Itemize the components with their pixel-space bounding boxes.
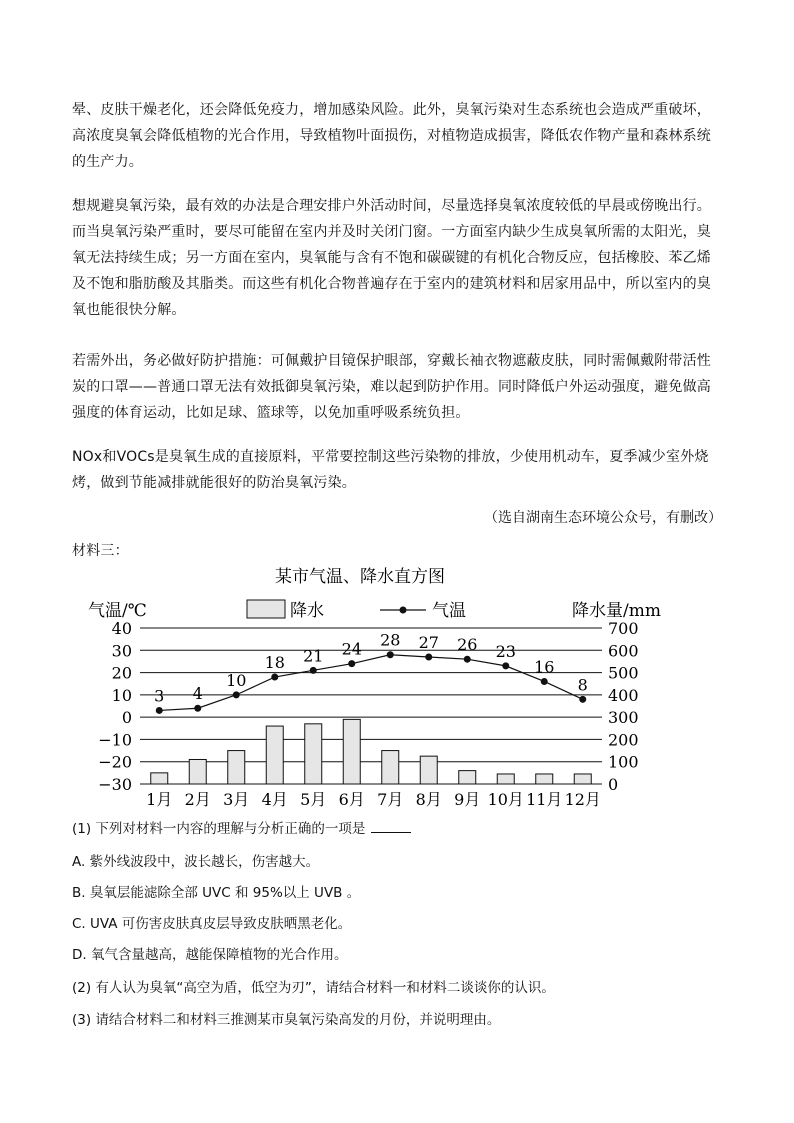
temperature-data-label: 4: [192, 684, 203, 704]
right-tick-label: 700: [608, 619, 639, 638]
temperature-data-label: 28: [380, 630, 401, 650]
temperature-point: [425, 653, 432, 660]
right-axis-label: 降水量/mm: [572, 601, 661, 621]
left-axis-label: 气温/℃: [88, 601, 147, 621]
temperature-point: [502, 662, 509, 669]
right-tick-label: 500: [608, 663, 639, 683]
left-tick-label: 10: [111, 685, 132, 705]
right-tick-label: 0: [608, 775, 619, 794]
temperature-point: [156, 707, 163, 714]
option-d: D. 氧气含量越高，越能保障植物的光合作用。: [72, 947, 348, 963]
precip-bar: [536, 774, 553, 784]
right-tick-label: 300: [608, 708, 639, 728]
temperature-point: [310, 667, 317, 674]
temperature-point: [194, 705, 201, 712]
material-label: 材料三：: [72, 543, 129, 559]
precip-bar: [382, 751, 399, 784]
right-tick-label: 200: [608, 730, 639, 750]
month-label: 11月: [526, 790, 563, 809]
month-label: 1月: [146, 790, 173, 809]
temperature-data-label: 23: [495, 641, 516, 661]
precip-bar: [228, 751, 245, 784]
precip-bar: [305, 724, 322, 784]
paragraph-1: 晕、皮肤干燥老化，还会降低免疫力，增加感染风险。此外，臭氧污染对生态系统也会造成严重破坏，高浓度臭氧会降低植物的光合作用，导致植物叶面损伤，对植物造成损害，降低农作物产量和森林系统的生产力。: [72, 102, 711, 170]
paragraph-4: NOx和VOCs是臭氧生成的直接原料，平常要控制这些污染物的排放，少使用机动车，夏季减少室外烧烤，做到节能减排就能很好的防治臭氧污染。: [72, 449, 709, 491]
temperature-point: [348, 660, 355, 667]
temperature-point: [233, 691, 240, 698]
temperature-point: [271, 674, 278, 681]
temperature-line: [159, 655, 583, 711]
temperature-point: [541, 678, 548, 685]
temperature-data-label: 21: [303, 646, 324, 666]
temperature-data-label: 26: [457, 635, 478, 655]
precip-bar: [189, 759, 206, 784]
question-1-text: (1) 下列对材料一内容的理解与分析正确的一项是: [72, 821, 366, 837]
precip-bar: [343, 719, 360, 784]
legend-line-marker: [400, 607, 407, 614]
temperature-data-label: 24: [341, 639, 362, 659]
left-tick-label: 20: [111, 663, 132, 683]
temperature-point: [579, 696, 586, 703]
month-label: 3月: [223, 790, 250, 809]
paragraph-2: 想规避臭氧污染，最有效的办法是合理安排户外活动时间，尽量选择臭氧浓度较低的早晨或傍晚出行。而当臭氧污染严重时，要尽可能留在室内并及时关闭门窗。一方面室内缺少生成臭氧所需的太阳光，臭氧无法持续生成；另一方面在室内，臭氧能与含有不饱和碳碳键的有机化合物反应，包括橡胶、苯乙烯及不饱和脂肪酸及其脂类。而这些有机化合物普遍存在于室内的建筑材料和居家用品中，所以室内的臭氧也能很快分解。: [72, 198, 711, 318]
question-3: (3) 请结合材料二和材料三推测某市臭氧污染高发的月份，并说明理由。: [72, 1012, 501, 1028]
right-tick-label: 100: [608, 752, 639, 772]
month-label: 8月: [415, 790, 442, 809]
precip-bar: [497, 774, 514, 784]
temperature-point: [387, 651, 394, 658]
month-label: 9月: [454, 790, 481, 809]
right-tick-label: 600: [608, 641, 639, 661]
left-tick-label: 40: [111, 619, 132, 638]
left-tick-label: −10: [98, 730, 132, 750]
left-tick-label: −20: [98, 752, 132, 772]
precip-bar: [574, 774, 591, 784]
legend-bar-swatch: [247, 600, 285, 618]
right-tick-label: 400: [608, 685, 639, 705]
paragraph-3: 若需外出，务必做好防护措施：可佩戴护目镜保护眼部，穿戴长袖衣物遮蔽皮肤，同时需佩戴附带活性炭的口罩——普通口罩无法有效抵御臭氧污染，难以起到防护作用。同时降低户外运动强度，避免做高强度的体育运动，比如足球、篮球等，以免加重呼吸系统负担。: [72, 353, 711, 421]
month-label: 10月: [487, 790, 524, 809]
precip-bar: [151, 773, 168, 784]
option-a: A. 紫外线波段中，波长越长，伤害越大。: [72, 854, 320, 870]
month-label: 5月: [300, 790, 327, 809]
question-1: [72, 818, 722, 840]
left-tick-label: −30: [98, 775, 132, 794]
month-label: 7月: [377, 790, 404, 809]
legend-bar-label: 降水: [290, 601, 324, 621]
temperature-data-label: 18: [264, 653, 285, 673]
left-tick-label: 0: [121, 708, 132, 728]
temperature-point: [464, 656, 471, 663]
answer-blank: [371, 818, 411, 833]
precip-bar: [420, 756, 437, 784]
temperature-data-label: 16: [534, 657, 555, 677]
temperature-data-label: 3: [154, 686, 165, 706]
option-b: B. 臭氧层能滤除全部 UVC 和 95%以上 UVB 。: [72, 885, 361, 901]
temperature-data-label: 27: [418, 632, 439, 652]
left-tick-label: 30: [111, 641, 132, 661]
precip-bar: [266, 726, 283, 784]
question-2: (2) 有人认为臭氧“高空为盾，低空为刃”，请结合材料一和材料二谈谈你的认识。: [72, 980, 555, 996]
climate-chart: [0, 560, 794, 820]
option-c: C. UVA 可伤害皮肤真皮层导致皮肤晒黑老化。: [72, 916, 352, 932]
source-note: （选自湖南生态环境公众号，有删改）: [484, 510, 722, 526]
precip-bar: [459, 771, 476, 784]
chart-title: 某市气温、降水直方图: [275, 567, 445, 587]
month-label: 2月: [184, 790, 211, 809]
temperature-data-label: 10: [226, 670, 247, 690]
legend-line-label: 气温: [432, 601, 466, 621]
month-label: 6月: [338, 790, 365, 809]
month-label: 12月: [564, 790, 601, 809]
temperature-data-label: 8: [577, 675, 588, 695]
month-label: 4月: [261, 790, 288, 809]
